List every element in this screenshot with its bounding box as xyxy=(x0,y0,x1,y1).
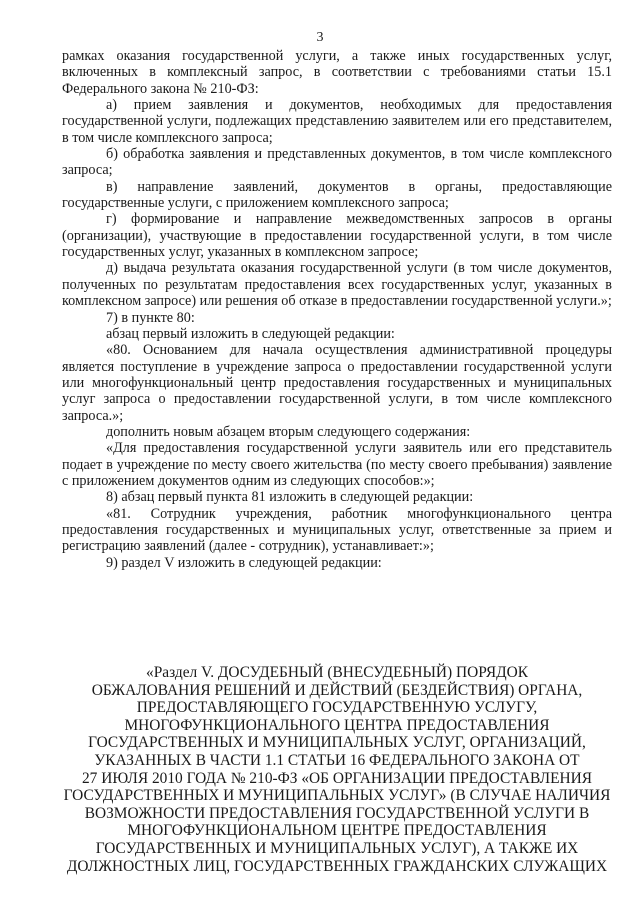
paragraph-point-80-text: «80. Основанием для начала осуществления административной процедуры является поступление в учреждение запроса о предоставлении государственной услуги или многофункциональный центр предоставления государственных и муниципальных услуг запроса о предоставлении государственной услуги, в том числе комплексного запроса.»; xyxy=(62,342,612,424)
paragraph-item-d: д) выдача результата оказания государственной услуги (в том числе документов, полученных по результатам предоставления всех государственных услуг, указанных в комплексном запросе) или решения об отказе в предоставлении государственной услуги.»; xyxy=(62,260,612,310)
paragraph-item-b: б) обработка заявления и представленных документов, в том числе комплексного запроса; xyxy=(62,146,612,179)
section-title xyxy=(62,664,612,875)
section-title-line: ПРЕДОСТАВЛЯЮЩЕГО ГОСУДАРСТВЕННУЮ УСЛУГУ, xyxy=(136,699,538,717)
section-title-line: УКАЗАННЫХ В ЧАСТИ 1.1 СТАТЬИ 16 ФЕДЕРАЛЬНОГО ЗАКОНА ОТ xyxy=(94,751,580,769)
paragraph-continuation: рамках оказания государственной услуги, а также иных государственных услуг, включенных в комплексный запрос, в соответствии с требованиями статьи 15.1 Федерального закона № 210-ФЗ: xyxy=(62,48,612,97)
paragraph-item-a: а) прием заявления и документов, необходимых для предоставления государственной услуги, подлежащих представлению заявителем или его представителем, в том числе комплексного запроса; xyxy=(62,97,612,146)
section-title-line: 27 ИЮЛЯ 2010 ГОДА № 210-ФЗ «ОБ ОРГАНИЗАЦИИ ПРЕДОСТАВЛЕНИЯ xyxy=(81,769,593,787)
section-title-line: ГОСУДАРСТВЕННЫХ И МУНИЦИПАЛЬНЫХ УСЛУГ» (В СЛУЧАЕ НАЛИЧИЯ xyxy=(63,787,611,805)
paragraph-first-abzac: абзац первый изложить в следующей редакции: xyxy=(106,325,395,342)
paragraph-point-7: 7) в пункте 80: xyxy=(106,309,195,326)
section-title-line: «Раздел V. ДОСУДЕБНЫЙ (ВНЕСУДЕБНЫЙ) ПОРЯДОК xyxy=(146,664,528,681)
section-title-line: МНОГОФУНКЦИОНАЛЬНОГО ЦЕНТРА ПРЕДОСТАВЛЕНИЯ xyxy=(124,716,550,734)
body-text xyxy=(62,48,612,571)
paragraph-abzac-text: «Для предоставления государственной услуги заявитель или его представитель подает в учреждение по месту своего жительства (по месту своего пребывания) заявление с приложением документов одним из следующих способов:»; xyxy=(62,440,612,489)
section-title-line: ГОСУДАРСТВЕННЫХ И МУНИЦИПАЛЬНЫХ УСЛУГ, ОРГАНИЗАЦИЙ, xyxy=(88,734,586,752)
paragraph-point-8: 8) абзац первый пункта 81 изложить в следующей редакции: xyxy=(106,489,474,506)
paragraph-point-81-text: «81. Сотрудник учреждения, работник многофункционального центра предоставления государственных и муниципальных услуг, ответственные за прием и регистрацию заявлений (далее - сотрудник), устанавливает:»; xyxy=(62,505,612,555)
paragraph-point-9: 9) раздел V изложить в следующей редакции: xyxy=(106,554,382,571)
paragraph-item-g: г) формирование и направление межведомственных запросов в органы (организации), участвующие в предоставлении государственной услуги, в том числе государственных услуг, указанных в комплексном запросе; xyxy=(62,211,612,261)
page-number: 3 xyxy=(316,30,324,45)
section-title-line: ВОЗМОЖНОСТИ ПРЕДОСТАВЛЕНИЯ ГОСУДАРСТВЕННОЙ УСЛУГИ В xyxy=(84,804,590,822)
paragraph-item-v: в) направление заявлений, документов в органы, предоставляющие государственные услуги, с приложением комплексного запроса; xyxy=(62,178,612,212)
section-title-line: ДОЛЖНОСТНЫХ ЛИЦ, ГОСУДАРСТВЕННЫХ ГРАЖДАНСКИХ СЛУЖАЩИХ xyxy=(66,857,608,875)
section-title-line: ОБЖАЛОВАНИЯ РЕШЕНИЙ И ДЕЙСТВИЙ (БЕЗДЕЙСТВИЯ) ОРГАНА, xyxy=(91,681,583,699)
section-title-line: ГОСУДАРСТВЕННЫХ И МУНИЦИПАЛЬНЫХ УСЛУГ), А ТАКЖЕ ИХ xyxy=(95,839,579,857)
paragraph-add-abzac: дополнить новым абзацем вторым следующего содержания: xyxy=(106,423,471,440)
section-title-line: МНОГОФУНКЦИОНАЛЬНОМ ЦЕНТРЕ ПРЕДОСТАВЛЕНИЯ xyxy=(127,822,547,840)
